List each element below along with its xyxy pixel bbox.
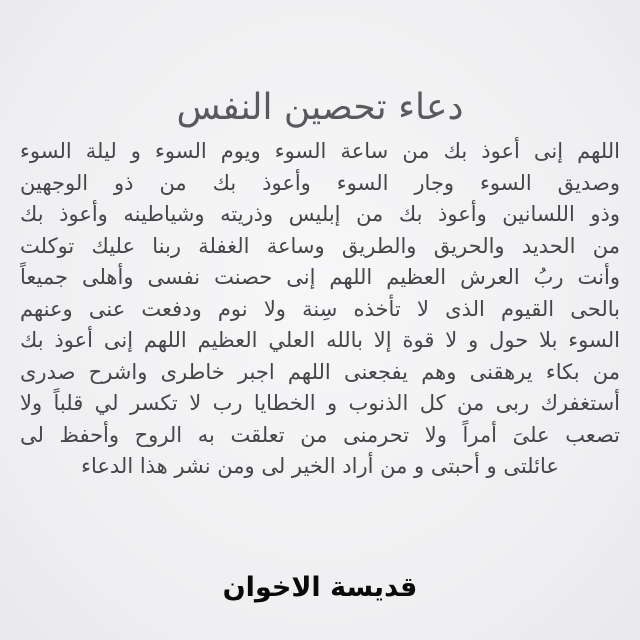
prayer-text [20,136,620,483]
prayer-line: أستغفرك ربى من كل الذنوب و الخطايا رب لا تكسر لي قلباً ولا [20,391,620,415]
prayer-line: من الحديد والحريق والطريق وساعة الغفلة ربنا عليك توكلت [20,233,620,258]
prayer-line: وأنت ربُ العرش العظيم اللهم إنى حصنت نفسى وأهلى جميعاً [20,265,620,289]
prayer-line: من بكاء يرهقنى وهم يفجعنى اللهم اجبر خاطرى واشرح صدرى [20,359,620,384]
prayer-line: عائلتى و أحبتى و من أراد الخير لى ومن نشر هذا الدعاء [81,454,559,478]
prayer-line: تصعب علىَ أمراً ولا تحرمنى من تعلقت به الروح وأحفظ لى [20,422,620,447]
prayer-line: وصديق السوء وجار السوء وأعوذ بك من ذو الوجهين [20,170,620,195]
page-title: دعاء تحصين النفس [176,87,464,128]
prayer-line: السوء بلا حول و لا قوة إلا بالله العلي العظيم اللهم إنى أعوذ بك [20,328,620,352]
prayer-line: وذو اللسانين وأعوذ بك من إبليس وذريته وشياطينه وأعوذ بك [20,202,620,226]
prayer-line: اللهم إنى أعوذ بك من ساعة السوء ويوم السوء و ليلة السوء [20,139,620,163]
prayer-line: بالحى القيوم الذى لا تأخذه سِنة ولا نوم ودفعت عنى وعنهم [20,296,620,321]
signature: قديسة الاخوان [222,572,418,603]
